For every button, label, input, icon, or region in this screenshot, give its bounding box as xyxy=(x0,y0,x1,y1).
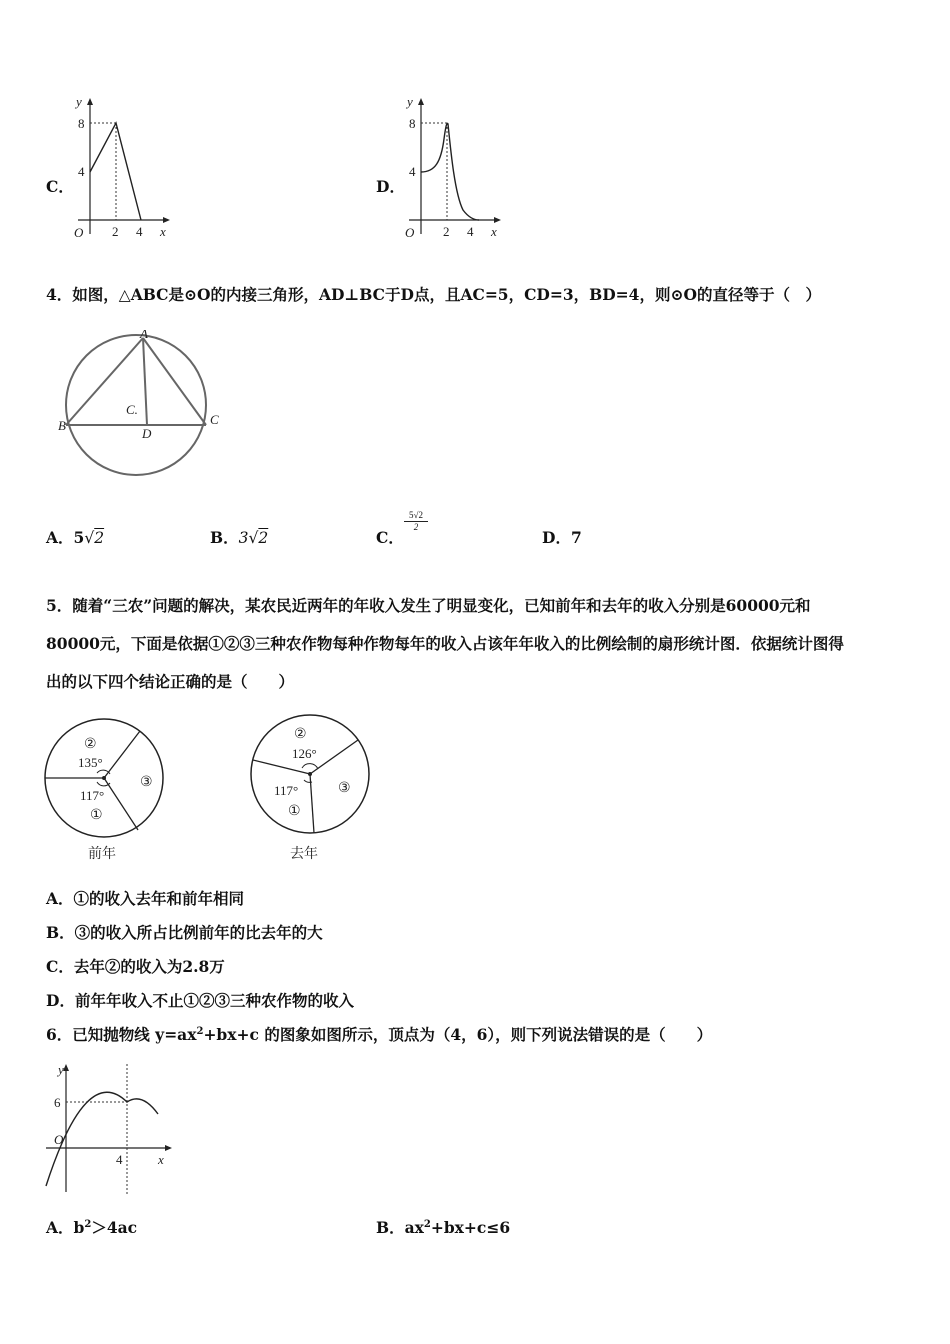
pie2-label-3: ③ xyxy=(338,780,351,796)
q6-option-b-sup: 2 xyxy=(423,1218,431,1230)
q4-option-d[interactable] xyxy=(542,528,582,548)
x-label: x xyxy=(491,224,497,239)
pie1-caption: 前年 xyxy=(88,846,116,862)
y-axis-arrow xyxy=(87,98,93,105)
origin-label: O xyxy=(54,1132,64,1147)
q5-option-a[interactable]: A．①的收入去年和前年相同 xyxy=(46,889,245,908)
center-o: C. xyxy=(126,402,138,417)
y-label: y xyxy=(407,94,413,109)
q4-stem: 4．如图，△ABC是⊙O的内接三角形，AD⊥BC于D点，且AC=5，CD=3，BD=4，则⊙O的直径等于（ ） xyxy=(46,285,821,304)
q5-pie-prev-year xyxy=(40,716,170,866)
q4-option-a-rad: 2 xyxy=(94,529,105,547)
q3-graph-d xyxy=(399,94,505,246)
q4-option-d-label: D． xyxy=(542,528,571,547)
q4-option-a-coef: 5 xyxy=(73,528,85,547)
q5-stem-line2: 80000元，下面是依据①②③三种农作物每种作物每年的收入占该年年收入的比例绘制的扇形统计图．依据统计图得 xyxy=(46,634,844,653)
q5-stem-line3: 出的以下四个结论正确的是（ ） xyxy=(46,672,295,691)
pie1-angle-135: 135° xyxy=(78,755,103,770)
pie1-radius-3 xyxy=(104,778,138,830)
y-label: y xyxy=(76,94,82,109)
pie1-center xyxy=(102,776,106,780)
q4-option-c-den: 2 xyxy=(413,522,419,532)
q4-circle-figure xyxy=(56,330,226,478)
segment-ad xyxy=(143,338,147,425)
pie2-angle-117: 117° xyxy=(274,783,299,798)
x-axis-arrow xyxy=(494,217,501,223)
x-label: x xyxy=(158,1152,164,1167)
q4-option-b-label: B． xyxy=(210,528,239,547)
q3-option-c-label: C． xyxy=(46,177,74,196)
tick-6: 6 xyxy=(54,1095,61,1110)
origin-label: O xyxy=(405,225,415,240)
x-axis-arrow xyxy=(163,217,170,223)
y-label: y xyxy=(58,1062,64,1077)
foot-d: D xyxy=(142,426,152,441)
q6-option-a-label: A．b xyxy=(46,1218,85,1237)
pie2-angle-arc-top xyxy=(302,764,318,769)
q4-option-b-rad: 2 xyxy=(258,529,269,547)
pie2-caption: 去年 xyxy=(290,846,318,862)
q4-option-a-label: A． xyxy=(46,528,74,547)
q6-option-b-rest: +bx+c≤6 xyxy=(430,1218,511,1237)
q6-option-a-sup: 2 xyxy=(84,1218,92,1230)
q4-option-c[interactable] xyxy=(376,528,404,548)
tick-4: 4 xyxy=(409,164,416,179)
q6-option-b-label: B．ax xyxy=(376,1218,424,1237)
tick-x4: 4 xyxy=(136,224,143,239)
q5-option-d[interactable]: D．前年年收入不止①②③三种农作物的收入 xyxy=(46,991,354,1010)
tick-x2: 2 xyxy=(443,224,450,239)
q5-option-b[interactable]: B．③的收入所占比例前年的比去年的大 xyxy=(46,923,323,942)
origin-label: O xyxy=(74,225,84,240)
q3-graph-c xyxy=(68,94,174,246)
pie2-center xyxy=(308,772,312,776)
q6-parabola-figure xyxy=(40,1060,176,1198)
tick-x2: 2 xyxy=(112,224,119,239)
q3-option-d-label: D． xyxy=(376,177,405,196)
pie2-angle-126: 126° xyxy=(292,746,317,761)
vertex-c: C xyxy=(210,412,219,427)
q4-option-c-num: 5√2 xyxy=(404,510,428,522)
pie2-radius-1 xyxy=(310,740,358,774)
y-axis-arrow xyxy=(63,1064,69,1071)
q4-option-b-coef: 3 xyxy=(238,529,249,547)
pie2-label-2: ② xyxy=(294,726,307,742)
pie1-angle-117: 117° xyxy=(80,788,105,803)
vertex-a: A xyxy=(140,330,148,341)
pie2-radius-3 xyxy=(310,774,314,833)
tick-8: 8 xyxy=(78,116,85,131)
q5-option-c[interactable]: C．去年②的收入为2.8万 xyxy=(46,957,225,976)
y-axis-arrow xyxy=(418,98,424,105)
x-axis-arrow xyxy=(165,1145,172,1151)
tick-8: 8 xyxy=(409,116,416,131)
q4-option-d-text: 7 xyxy=(570,528,582,547)
q4-option-a[interactable]: A．5√2 xyxy=(46,528,105,547)
pie2-label-1: ① xyxy=(288,803,301,819)
q6-stem-a: 6．已知抛物线 y=ax xyxy=(46,1025,197,1044)
q4-option-b[interactable]: B．3√2 xyxy=(210,528,269,547)
q6-stem xyxy=(46,1025,712,1045)
q6-option-a[interactable] xyxy=(46,1218,137,1238)
x-label: x xyxy=(160,224,166,239)
q6-stem-b: +bx+c 的图象如图所示，顶点为（4，6），则下列说法错误的是（ ） xyxy=(203,1025,713,1044)
vertex-b: B xyxy=(58,418,66,433)
q4-option-c-label: C． xyxy=(376,528,404,547)
pie1-radius-1 xyxy=(104,731,140,778)
segment-ac xyxy=(143,338,206,425)
q5-pie-last-year xyxy=(246,712,376,864)
q6-option-a-rest: ＞4ac xyxy=(91,1218,138,1237)
tick-x4: 4 xyxy=(467,224,474,239)
pie2-radius-2 xyxy=(253,760,310,774)
q6-stem-sup: 2 xyxy=(196,1025,204,1037)
pie1-label-2: ② xyxy=(84,736,97,752)
q5-stem-line1: 5．随着“三农”问题的解决，某农民近两年的年收入发生了明显变化，已知前年和去年的收入分别是60000元和 xyxy=(46,596,811,615)
curve-d xyxy=(421,123,479,220)
tick-4: 4 xyxy=(78,164,85,179)
tick-x4: 4 xyxy=(116,1152,123,1167)
pie1-label-3: ③ xyxy=(140,774,153,790)
q4-option-c-fraction xyxy=(404,510,428,533)
pie1-label-1: ① xyxy=(90,807,103,823)
q6-option-b[interactable] xyxy=(376,1218,510,1238)
